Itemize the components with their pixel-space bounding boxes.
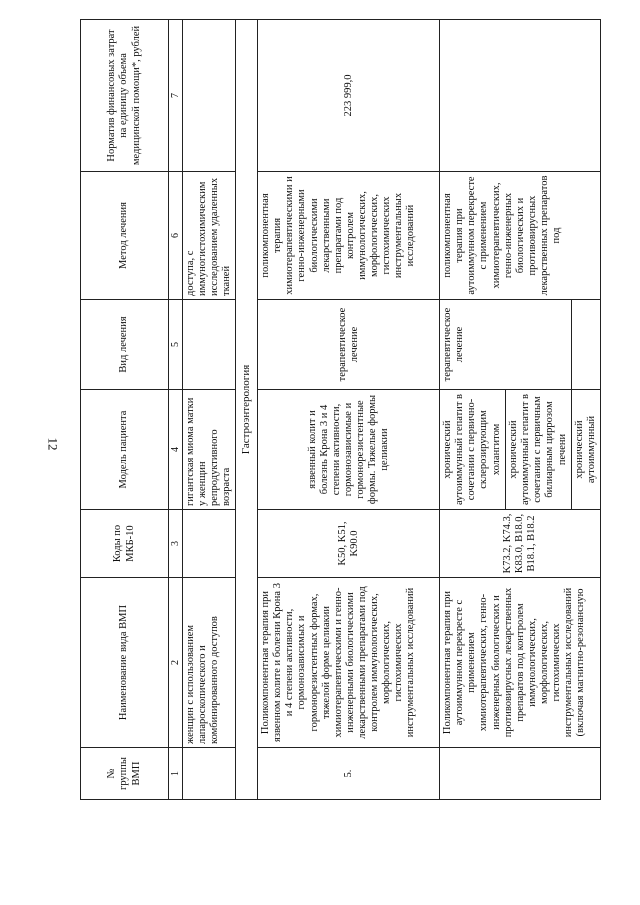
- cell-method: доступа, с иммуногистохимическим исследованием удаленных тканей: [183, 172, 236, 300]
- header-codes: Коды по МКБ-10: [81, 510, 169, 578]
- col-num: 5: [169, 300, 183, 390]
- col-num: 7: [169, 20, 183, 172]
- header-group: № группы ВМП: [81, 748, 169, 800]
- col-num: 3: [169, 510, 183, 578]
- cell-name: Поликомпонентная терапия при язвенном колите и болезни Крона 3 и 4 степени активности, гормонозависимых и гормонорезистентных формах, тяжелой форме целиакии химиотерапевтическими и генно-инженерными биологическими лекарственными препаратами под контролем иммунологических, морфологических, гистохимических инструментальных исследований: [258, 578, 440, 748]
- header-cost: Норматив финансовых затрат на единицу объема медицинской помощи*, рублей: [81, 20, 169, 172]
- cell: [440, 748, 600, 800]
- page-number: 12: [45, 437, 61, 451]
- header-treatment: Вид лечения: [81, 300, 169, 390]
- cell-treatment: терапевтическое лечение: [258, 300, 440, 390]
- col-num: 4: [169, 390, 183, 510]
- header-model: Модель пациента: [81, 390, 169, 510]
- col-num: 1: [169, 748, 183, 800]
- header-row: [81, 20, 169, 800]
- cell-method: поликомпонентная терапия при аутоиммунном перекресте с применением химиотерапевтических, генно-инженерных биологических и противовирусных лекарственных препаратов под: [440, 172, 600, 300]
- section-row: [236, 20, 258, 800]
- cell-model: хронический аутоиммунный гепатит в сочетании с первично-склерозирующим холангитом: [440, 390, 506, 510]
- cell-model: хронический аутоиммунный гепатит в сочетании с первичным билиарным циррозом печени: [506, 390, 571, 510]
- cell: [183, 748, 236, 800]
- cell: [183, 510, 236, 578]
- column-number-row: [169, 20, 183, 800]
- cell-name: Поликомпонентная терапия при аутоиммунном перекресте с применением химиотерапевтических, генно-инженерных биологических и противовирусных лекарственных препаратов под контролем иммунологических, морфологических, гистохимических инструментальных исследований (включая магнитно-резонансную: [440, 578, 600, 748]
- cell-model: хронический аутоиммунный: [571, 390, 600, 510]
- table-row: [258, 20, 440, 800]
- header-method: Метод лечения: [81, 172, 169, 300]
- header-name: Наименование вида ВМП: [81, 578, 169, 748]
- cell: [183, 300, 236, 390]
- col-num: 2: [169, 578, 183, 748]
- col-num: 6: [169, 172, 183, 300]
- table-row: [440, 20, 506, 800]
- cell: [183, 20, 236, 172]
- cell-codes: K50, K51, K90.0: [258, 510, 440, 578]
- cell-cost: 223 999,0: [258, 20, 440, 172]
- rotated-table-sheet: [80, 20, 597, 800]
- group-number: 5.: [258, 748, 440, 800]
- cell-model: гигантская миома матки у женщин репродуктивного возраста: [183, 390, 236, 510]
- cell: [440, 20, 600, 172]
- cell-name: женщин с использованием лапароскопического и комбинированного доступов: [183, 578, 236, 748]
- cell-model: язвенный колит и болезнь Крона 3 и 4 степени активности, гормонозависимые и гормонорезистентные формы. Тяжелые формы целиакии: [258, 390, 440, 510]
- cell: [571, 300, 600, 390]
- cell-method: поликомпонентная терапия химиотерапевтическими и генно-инженерными биологическими лекарственными препаратами под контролем иммунологических, морфологических, гистохимических инструментальных исследований: [258, 172, 440, 300]
- cell-codes: K73.2, K74.3, K83.0, B18.0, B18.1, B18.2: [440, 510, 600, 578]
- cell-treatment: терапевтическое лечение: [440, 300, 571, 390]
- table-row: [183, 20, 236, 800]
- vmp-table: [80, 19, 601, 800]
- section-title: Гастроэнтерология: [236, 20, 258, 800]
